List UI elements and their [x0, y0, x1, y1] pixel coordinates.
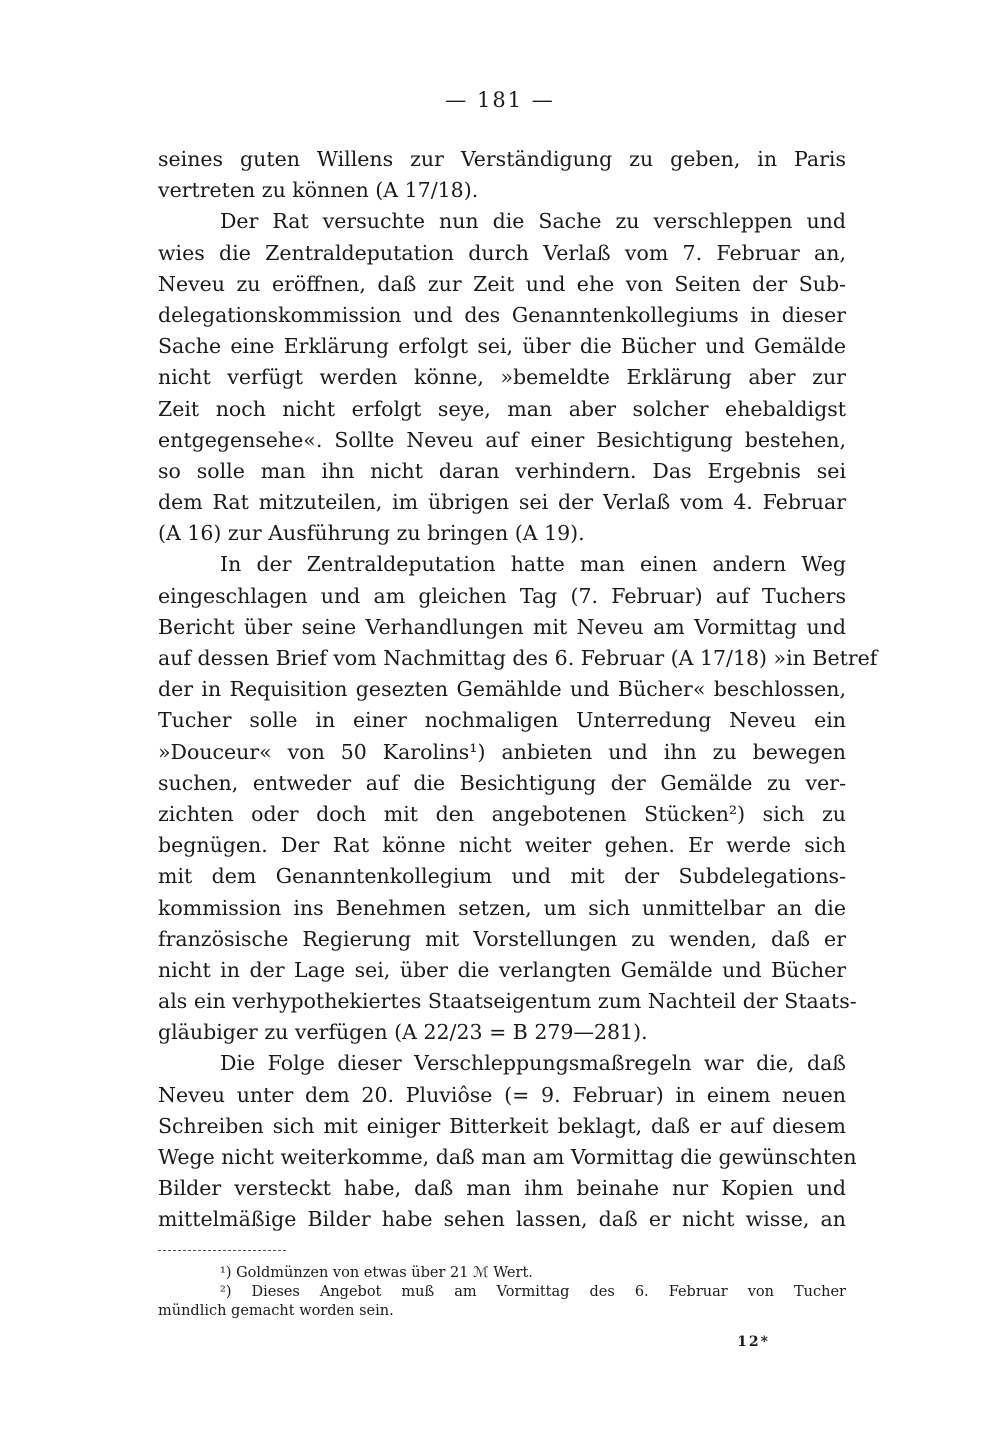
text-line: entgegensehe«. Sollte Neveu auf einer Besichtigung bestehen,	[158, 427, 846, 452]
text-line: suchen, entweder auf die Besichtigung der Gemälde zu ver-	[158, 770, 846, 795]
page-number: — 181 —	[445, 88, 555, 112]
text-line: vertreten zu können (A 17/18).	[158, 178, 479, 203]
text-line: (A 16) zur Ausführung zu bringen (A 19).	[158, 521, 585, 546]
text-line: Bilder versteckt habe, daß man ihm beinahe nur Kopien und	[158, 1176, 846, 1201]
text-line: eingeschlagen und am gleichen Tag (7. Februar) auf Tuchers	[158, 583, 846, 608]
text-line: Schreiben sich mit einiger Bitterkeit beklagt, daß er auf diesem	[158, 1113, 846, 1138]
text-line: gläubiger zu verfügen (A 22/23 = B 279—281).	[158, 1020, 648, 1045]
text-line: wies die Zentraldeputation durch Verlaß vom 7. Februar an,	[158, 240, 846, 265]
paragraph	[158, 549, 878, 1048]
text-line: delegationskommission und des Genanntenkollegiums in dieser	[158, 302, 846, 327]
text-line: »Douceur« von 50 Karolins¹) anbieten und ihn zu bewegen	[158, 739, 846, 764]
text-line: seines guten Willens zur Verständigung zu geben, in Paris	[158, 147, 846, 171]
text-line: auf dessen Brief vom Nachmittag des 6. Februar (A 17/18) »in Betref	[158, 646, 878, 670]
footnote-line: mündlich gemacht worden sein.	[158, 1303, 394, 1319]
text-line: Neveu unter dem 20. Pluviôse (= 9. Februar) in einem neuen	[158, 1082, 846, 1107]
footnote-line: ¹) Goldmünzen von etwas über 21 ℳ Wert.	[220, 1265, 533, 1281]
text-line: kommission ins Benehmen setzen, um sich unmittelbar an die	[158, 895, 846, 920]
text-line: Neveu zu eröffnen, daß zur Zeit und ehe von Seiten der Sub-	[158, 271, 846, 296]
text-line: Sache eine Erklärung erfolgt sei, über die Bücher und Gemälde	[158, 334, 846, 359]
printer-signature-mark: 12*	[737, 1334, 770, 1350]
text-line: so solle man ihn nicht daran verhindern. Das Ergebnis sei	[158, 458, 846, 483]
text-line: nicht in der Lage sei, über die verlangten Gemälde und Bücher	[158, 957, 846, 982]
text-line: nicht verfügt werden könne, »bemeldte Erklärung aber zur	[158, 365, 846, 390]
footnote-line: ²) Dieses Angebot muß am Vormittag des 6. Februar von Tucher	[220, 1284, 846, 1300]
footnote-divider	[158, 1250, 286, 1251]
footnote	[158, 1283, 846, 1321]
text-line: als ein verhypothekiertes Staatseigentum zum Nachteil der Staats-	[158, 989, 857, 1014]
text-line: In der Zentraldeputation hatte man einen andern Weg	[220, 552, 846, 577]
text-line: französische Regierung mit Vorstellungen zu wenden, daß er	[158, 926, 846, 951]
footnote	[158, 1264, 846, 1283]
paragraph	[158, 1048, 857, 1235]
paragraph	[158, 144, 846, 206]
text-line: mit dem Genanntenkollegium und mit der Subdelegations-	[158, 864, 846, 889]
body-text	[158, 144, 878, 1236]
text-line: der in Requisition gesezten Gemählde und Bücher« beschlossen,	[158, 677, 846, 702]
text-line: Zeit noch nicht erfolgt seye, man aber solcher ehebaldigst	[158, 396, 846, 421]
text-line: mittelmäßige Bilder habe sehen lassen, daß er nicht wisse, an	[158, 1207, 846, 1232]
footnotes	[158, 1264, 846, 1321]
text-line: begnügen. Der Rat könne nicht weiter gehen. Er werde sich	[158, 833, 846, 858]
text-line: Die Folge dieser Verschleppungsmaßregeln war die, daß	[220, 1051, 846, 1076]
text-line: dem Rat mitzuteilen, im übrigen sei der Verlaß vom 4. Februar	[158, 490, 846, 515]
paragraph	[158, 206, 846, 549]
text-line: zichten oder doch mit den angebotenen Stücken²) sich zu	[158, 801, 846, 826]
text-line: Bericht über seine Verhandlungen mit Neveu am Vormittag und	[158, 614, 846, 639]
text-line: Wege nicht weiterkomme, daß man am Vormittag die gewünschten	[158, 1145, 857, 1169]
text-line: Tucher solle in einer nochmaligen Unterredung Neveu ein	[158, 708, 846, 733]
text-line: Der Rat versuchte nun die Sache zu verschleppen und	[220, 209, 846, 234]
